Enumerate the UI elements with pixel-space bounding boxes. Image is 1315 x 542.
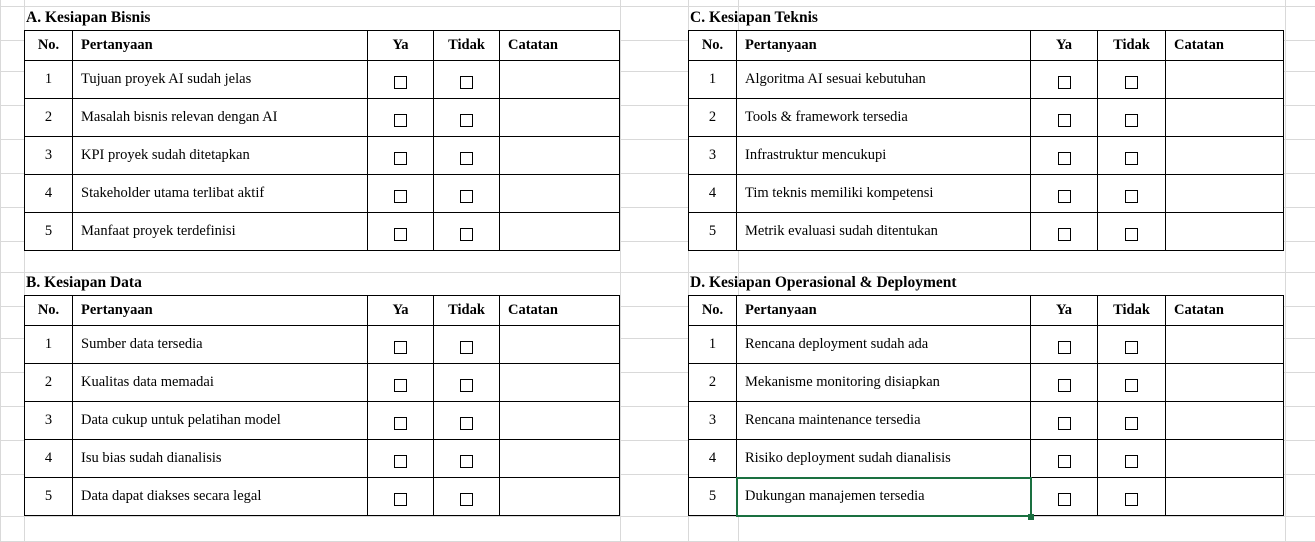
- cell-pertanyaan[interactable]: Data cukup untuk pelatihan model: [73, 402, 368, 440]
- column-header-pertanyaan: Pertanyaan: [737, 31, 1031, 61]
- checklist-table-b[interactable]: [24, 295, 620, 516]
- column-header-no: No.: [25, 296, 73, 326]
- cell-catatan[interactable]: [500, 402, 620, 440]
- cell-no[interactable]: 4: [25, 175, 73, 213]
- grid-col-line: [0, 0, 1, 542]
- checkbox-tidak-icon[interactable]: [1098, 326, 1166, 364]
- checkbox-tidak-icon[interactable]: [1098, 137, 1166, 175]
- empty-checkbox-icon[interactable]: [1125, 76, 1138, 89]
- cell-catatan[interactable]: [1166, 175, 1284, 213]
- checkbox-tidak-icon[interactable]: [434, 326, 500, 364]
- column-header-ya: Ya: [368, 296, 434, 326]
- checkbox-ya-icon[interactable]: [368, 213, 434, 251]
- table-row[interactable]: [689, 61, 1284, 99]
- cell-pertanyaan[interactable]: Masalah bisnis relevan dengan AI: [73, 99, 368, 137]
- checkbox-tidak-icon[interactable]: [1098, 440, 1166, 478]
- checkbox-tidak-icon[interactable]: [1098, 175, 1166, 213]
- empty-checkbox-icon[interactable]: [1125, 455, 1138, 468]
- checkbox-ya-icon[interactable]: [368, 61, 434, 99]
- checkbox-tidak-icon[interactable]: [434, 478, 500, 516]
- empty-checkbox-icon[interactable]: [460, 455, 473, 468]
- cell-no[interactable]: 3: [689, 402, 737, 440]
- table-header-row: [25, 31, 620, 61]
- checkbox-tidak-icon[interactable]: [1098, 364, 1166, 402]
- column-header-catatan: Catatan: [500, 296, 620, 326]
- empty-checkbox-icon[interactable]: [460, 190, 473, 203]
- table-row[interactable]: [25, 364, 620, 402]
- column-header-pertanyaan: Pertanyaan: [737, 296, 1031, 326]
- checkbox-tidak-icon[interactable]: [1098, 213, 1166, 251]
- empty-checkbox-icon[interactable]: [394, 152, 407, 165]
- table-row[interactable]: [689, 402, 1284, 440]
- checkbox-tidak-icon[interactable]: [434, 137, 500, 175]
- empty-checkbox-icon[interactable]: [394, 417, 407, 430]
- empty-checkbox-icon[interactable]: [394, 341, 407, 354]
- empty-checkbox-icon[interactable]: [1125, 228, 1138, 241]
- checkbox-tidak-icon[interactable]: [434, 99, 500, 137]
- table-row[interactable]: [689, 99, 1284, 137]
- checkbox-ya-icon[interactable]: [1031, 440, 1098, 478]
- cell-no[interactable]: 2: [25, 364, 73, 402]
- checkbox-ya-icon[interactable]: [1031, 175, 1098, 213]
- checkbox-tidak-icon[interactable]: [434, 61, 500, 99]
- column-header-ya: Ya: [1031, 296, 1098, 326]
- checkbox-tidak-icon[interactable]: [434, 175, 500, 213]
- empty-checkbox-icon[interactable]: [1058, 455, 1071, 468]
- checkbox-ya-icon[interactable]: [1031, 478, 1098, 516]
- grid-col-line: [620, 0, 621, 542]
- cell-no[interactable]: 4: [689, 175, 737, 213]
- cell-no[interactable]: 5: [689, 478, 737, 516]
- checkbox-tidak-icon[interactable]: [434, 213, 500, 251]
- checkbox-ya-icon[interactable]: [1031, 61, 1098, 99]
- empty-checkbox-icon[interactable]: [394, 379, 407, 392]
- checklist-table-d[interactable]: [688, 295, 1284, 516]
- checkbox-ya-icon[interactable]: [1031, 402, 1098, 440]
- cell-catatan[interactable]: [1166, 99, 1284, 137]
- checkbox-ya-icon[interactable]: [368, 99, 434, 137]
- checkbox-ya-icon[interactable]: [368, 440, 434, 478]
- cell-pertanyaan[interactable]: Algoritma AI sesuai kebutuhan: [737, 61, 1031, 99]
- column-header-pertanyaan: Pertanyaan: [73, 296, 368, 326]
- cell-no[interactable]: 2: [689, 99, 737, 137]
- checkbox-tidak-icon[interactable]: [434, 440, 500, 478]
- table-row[interactable]: [25, 440, 620, 478]
- table-row[interactable]: [25, 326, 620, 364]
- cell-no[interactable]: 2: [689, 364, 737, 402]
- empty-checkbox-icon[interactable]: [460, 417, 473, 430]
- section-title-b: B. Kesiapan Data: [26, 274, 142, 292]
- empty-checkbox-icon[interactable]: [460, 76, 473, 89]
- section-title-a: A. Kesiapan Bisnis: [26, 9, 151, 27]
- cell-pertanyaan[interactable]: Stakeholder utama terlibat aktif: [73, 175, 368, 213]
- checkbox-ya-icon[interactable]: [368, 478, 434, 516]
- empty-checkbox-icon[interactable]: [460, 493, 473, 506]
- cell-pertanyaan[interactable]: Tools & framework tersedia: [737, 99, 1031, 137]
- cell-catatan[interactable]: [1166, 478, 1284, 516]
- cell-pertanyaan[interactable]: Infrastruktur mencukupi: [737, 137, 1031, 175]
- table-row[interactable]: [25, 213, 620, 251]
- checkbox-ya-icon[interactable]: [368, 137, 434, 175]
- empty-checkbox-icon[interactable]: [1125, 152, 1138, 165]
- cell-no[interactable]: 3: [25, 402, 73, 440]
- checklist-table-c[interactable]: [688, 30, 1284, 251]
- empty-checkbox-icon[interactable]: [1125, 341, 1138, 354]
- table-row[interactable]: [689, 213, 1284, 251]
- empty-checkbox-icon[interactable]: [1058, 379, 1071, 392]
- checkbox-ya-icon[interactable]: [368, 326, 434, 364]
- column-header-ya: Ya: [368, 31, 434, 61]
- cell-pertanyaan[interactable]: Kualitas data memadai: [73, 364, 368, 402]
- checkbox-ya-icon[interactable]: [1031, 364, 1098, 402]
- checkbox-ya-icon[interactable]: [368, 175, 434, 213]
- cell-catatan[interactable]: [500, 440, 620, 478]
- section-title-c: C. Kesiapan Teknis: [690, 9, 818, 27]
- empty-checkbox-icon[interactable]: [1058, 190, 1071, 203]
- cell-pertanyaan[interactable]: KPI proyek sudah ditetapkan: [73, 137, 368, 175]
- empty-checkbox-icon[interactable]: [394, 493, 407, 506]
- cell-pertanyaan[interactable]: Data dapat diakses secara legal: [73, 478, 368, 516]
- cell-catatan[interactable]: [500, 137, 620, 175]
- column-header-tidak: Tidak: [1098, 296, 1166, 326]
- column-header-tidak: Tidak: [434, 31, 500, 61]
- table-header-row: [689, 31, 1284, 61]
- cell-pertanyaan-selected[interactable]: Dukungan manajemen tersedia: [737, 478, 1031, 516]
- checkbox-ya-icon[interactable]: [1031, 213, 1098, 251]
- cell-pertanyaan[interactable]: Sumber data tersedia: [73, 326, 368, 364]
- table-row[interactable]: [689, 137, 1284, 175]
- empty-checkbox-icon[interactable]: [1058, 152, 1071, 165]
- empty-checkbox-icon[interactable]: [1125, 190, 1138, 203]
- cell-no[interactable]: 4: [689, 440, 737, 478]
- cell-pertanyaan[interactable]: Isu bias sudah dianalisis: [73, 440, 368, 478]
- cell-no[interactable]: 5: [25, 213, 73, 251]
- checkbox-tidak-icon[interactable]: [1098, 61, 1166, 99]
- cell-catatan[interactable]: [1166, 364, 1284, 402]
- cell-no[interactable]: 1: [25, 61, 73, 99]
- grid-col-line: [1285, 0, 1286, 542]
- checklist-section-b: [24, 271, 620, 516]
- cell-pertanyaan[interactable]: Manfaat proyek terdefinisi: [73, 213, 368, 251]
- cell-catatan[interactable]: [500, 61, 620, 99]
- table-row[interactable]: [689, 440, 1284, 478]
- table-row[interactable]: [689, 478, 1284, 516]
- grid-row-line: [0, 516, 1315, 517]
- empty-checkbox-icon[interactable]: [1058, 417, 1071, 430]
- cell-pertanyaan[interactable]: Mekanisme monitoring disiapkan: [737, 364, 1031, 402]
- cell-pertanyaan[interactable]: Tim teknis memiliki kompetensi: [737, 175, 1031, 213]
- empty-checkbox-icon[interactable]: [1125, 114, 1138, 127]
- cell-catatan[interactable]: [1166, 213, 1284, 251]
- cell-pertanyaan[interactable]: Rencana maintenance tersedia: [737, 402, 1031, 440]
- empty-checkbox-icon[interactable]: [1058, 493, 1071, 506]
- empty-checkbox-icon[interactable]: [460, 341, 473, 354]
- empty-checkbox-icon[interactable]: [1125, 493, 1138, 506]
- checkbox-tidak-icon[interactable]: [1098, 99, 1166, 137]
- checkbox-ya-icon[interactable]: [1031, 326, 1098, 364]
- cell-no[interactable]: 5: [689, 213, 737, 251]
- table-row[interactable]: [25, 478, 620, 516]
- checkbox-tidak-icon[interactable]: [434, 364, 500, 402]
- column-header-ya: Ya: [1031, 31, 1098, 61]
- empty-checkbox-icon[interactable]: [460, 228, 473, 241]
- checklist-section-d: [688, 271, 1284, 516]
- empty-checkbox-icon[interactable]: [460, 379, 473, 392]
- table-row[interactable]: [689, 364, 1284, 402]
- column-header-no: No.: [25, 31, 73, 61]
- cell-no[interactable]: 2: [25, 99, 73, 137]
- cell-catatan[interactable]: [500, 478, 620, 516]
- table-row[interactable]: [25, 61, 620, 99]
- checkbox-ya-icon[interactable]: [1031, 137, 1098, 175]
- cell-catatan[interactable]: [1166, 326, 1284, 364]
- checklist-section-c: [688, 6, 1284, 251]
- empty-checkbox-icon[interactable]: [394, 76, 407, 89]
- cell-no[interactable]: 1: [25, 326, 73, 364]
- cell-no[interactable]: 4: [25, 440, 73, 478]
- empty-checkbox-icon[interactable]: [1058, 76, 1071, 89]
- cell-catatan[interactable]: [500, 213, 620, 251]
- table-row[interactable]: [689, 326, 1284, 364]
- empty-checkbox-icon[interactable]: [1125, 417, 1138, 430]
- empty-checkbox-icon[interactable]: [1058, 114, 1071, 127]
- checkbox-ya-icon[interactable]: [368, 402, 434, 440]
- cell-no[interactable]: 3: [689, 137, 737, 175]
- cell-catatan[interactable]: [1166, 61, 1284, 99]
- cell-no[interactable]: 1: [689, 326, 737, 364]
- table-row[interactable]: [25, 402, 620, 440]
- column-header-catatan: Catatan: [500, 31, 620, 61]
- cell-catatan[interactable]: [1166, 402, 1284, 440]
- cell-catatan[interactable]: [500, 99, 620, 137]
- fill-handle[interactable]: [1028, 514, 1034, 520]
- cell-no[interactable]: 3: [25, 137, 73, 175]
- column-header-tidak: Tidak: [1098, 31, 1166, 61]
- table-row[interactable]: [25, 99, 620, 137]
- checkbox-tidak-icon[interactable]: [434, 402, 500, 440]
- column-header-no: No.: [689, 296, 737, 326]
- cell-pertanyaan[interactable]: Tujuan proyek AI sudah jelas: [73, 61, 368, 99]
- cell-no[interactable]: 5: [25, 478, 73, 516]
- table-row[interactable]: [25, 137, 620, 175]
- table-header-row: [25, 296, 620, 326]
- checklist-table-a[interactable]: [24, 30, 620, 251]
- column-header-catatan: Catatan: [1166, 296, 1284, 326]
- cell-pertanyaan[interactable]: Rencana deployment sudah ada: [737, 326, 1031, 364]
- table-row[interactable]: [689, 175, 1284, 213]
- cell-catatan[interactable]: [500, 364, 620, 402]
- checkbox-tidak-icon[interactable]: [1098, 478, 1166, 516]
- cell-no[interactable]: 1: [689, 61, 737, 99]
- table-row[interactable]: [25, 175, 620, 213]
- empty-checkbox-icon[interactable]: [460, 114, 473, 127]
- column-header-catatan: Catatan: [1166, 31, 1284, 61]
- column-header-no: No.: [689, 31, 737, 61]
- table-header-row: [689, 296, 1284, 326]
- empty-checkbox-icon[interactable]: [394, 190, 407, 203]
- checkbox-tidak-icon[interactable]: [1098, 402, 1166, 440]
- empty-checkbox-icon[interactable]: [460, 152, 473, 165]
- cell-pertanyaan[interactable]: Risiko deployment sudah dianalisis: [737, 440, 1031, 478]
- checkbox-ya-icon[interactable]: [368, 364, 434, 402]
- cell-catatan[interactable]: [500, 326, 620, 364]
- section-title-d: D. Kesiapan Operasional & Deployment: [690, 274, 957, 292]
- empty-checkbox-icon[interactable]: [1058, 341, 1071, 354]
- empty-checkbox-icon[interactable]: [394, 114, 407, 127]
- cell-pertanyaan[interactable]: Metrik evaluasi sudah ditentukan: [737, 213, 1031, 251]
- checkbox-ya-icon[interactable]: [1031, 99, 1098, 137]
- cell-catatan[interactable]: [500, 175, 620, 213]
- checklist-section-a: [24, 6, 620, 251]
- empty-checkbox-icon[interactable]: [394, 455, 407, 468]
- column-header-pertanyaan: Pertanyaan: [73, 31, 368, 61]
- cell-catatan[interactable]: [1166, 137, 1284, 175]
- column-header-tidak: Tidak: [434, 296, 500, 326]
- empty-checkbox-icon[interactable]: [1125, 379, 1138, 392]
- empty-checkbox-icon[interactable]: [1058, 228, 1071, 241]
- cell-catatan[interactable]: [1166, 440, 1284, 478]
- empty-checkbox-icon[interactable]: [394, 228, 407, 241]
